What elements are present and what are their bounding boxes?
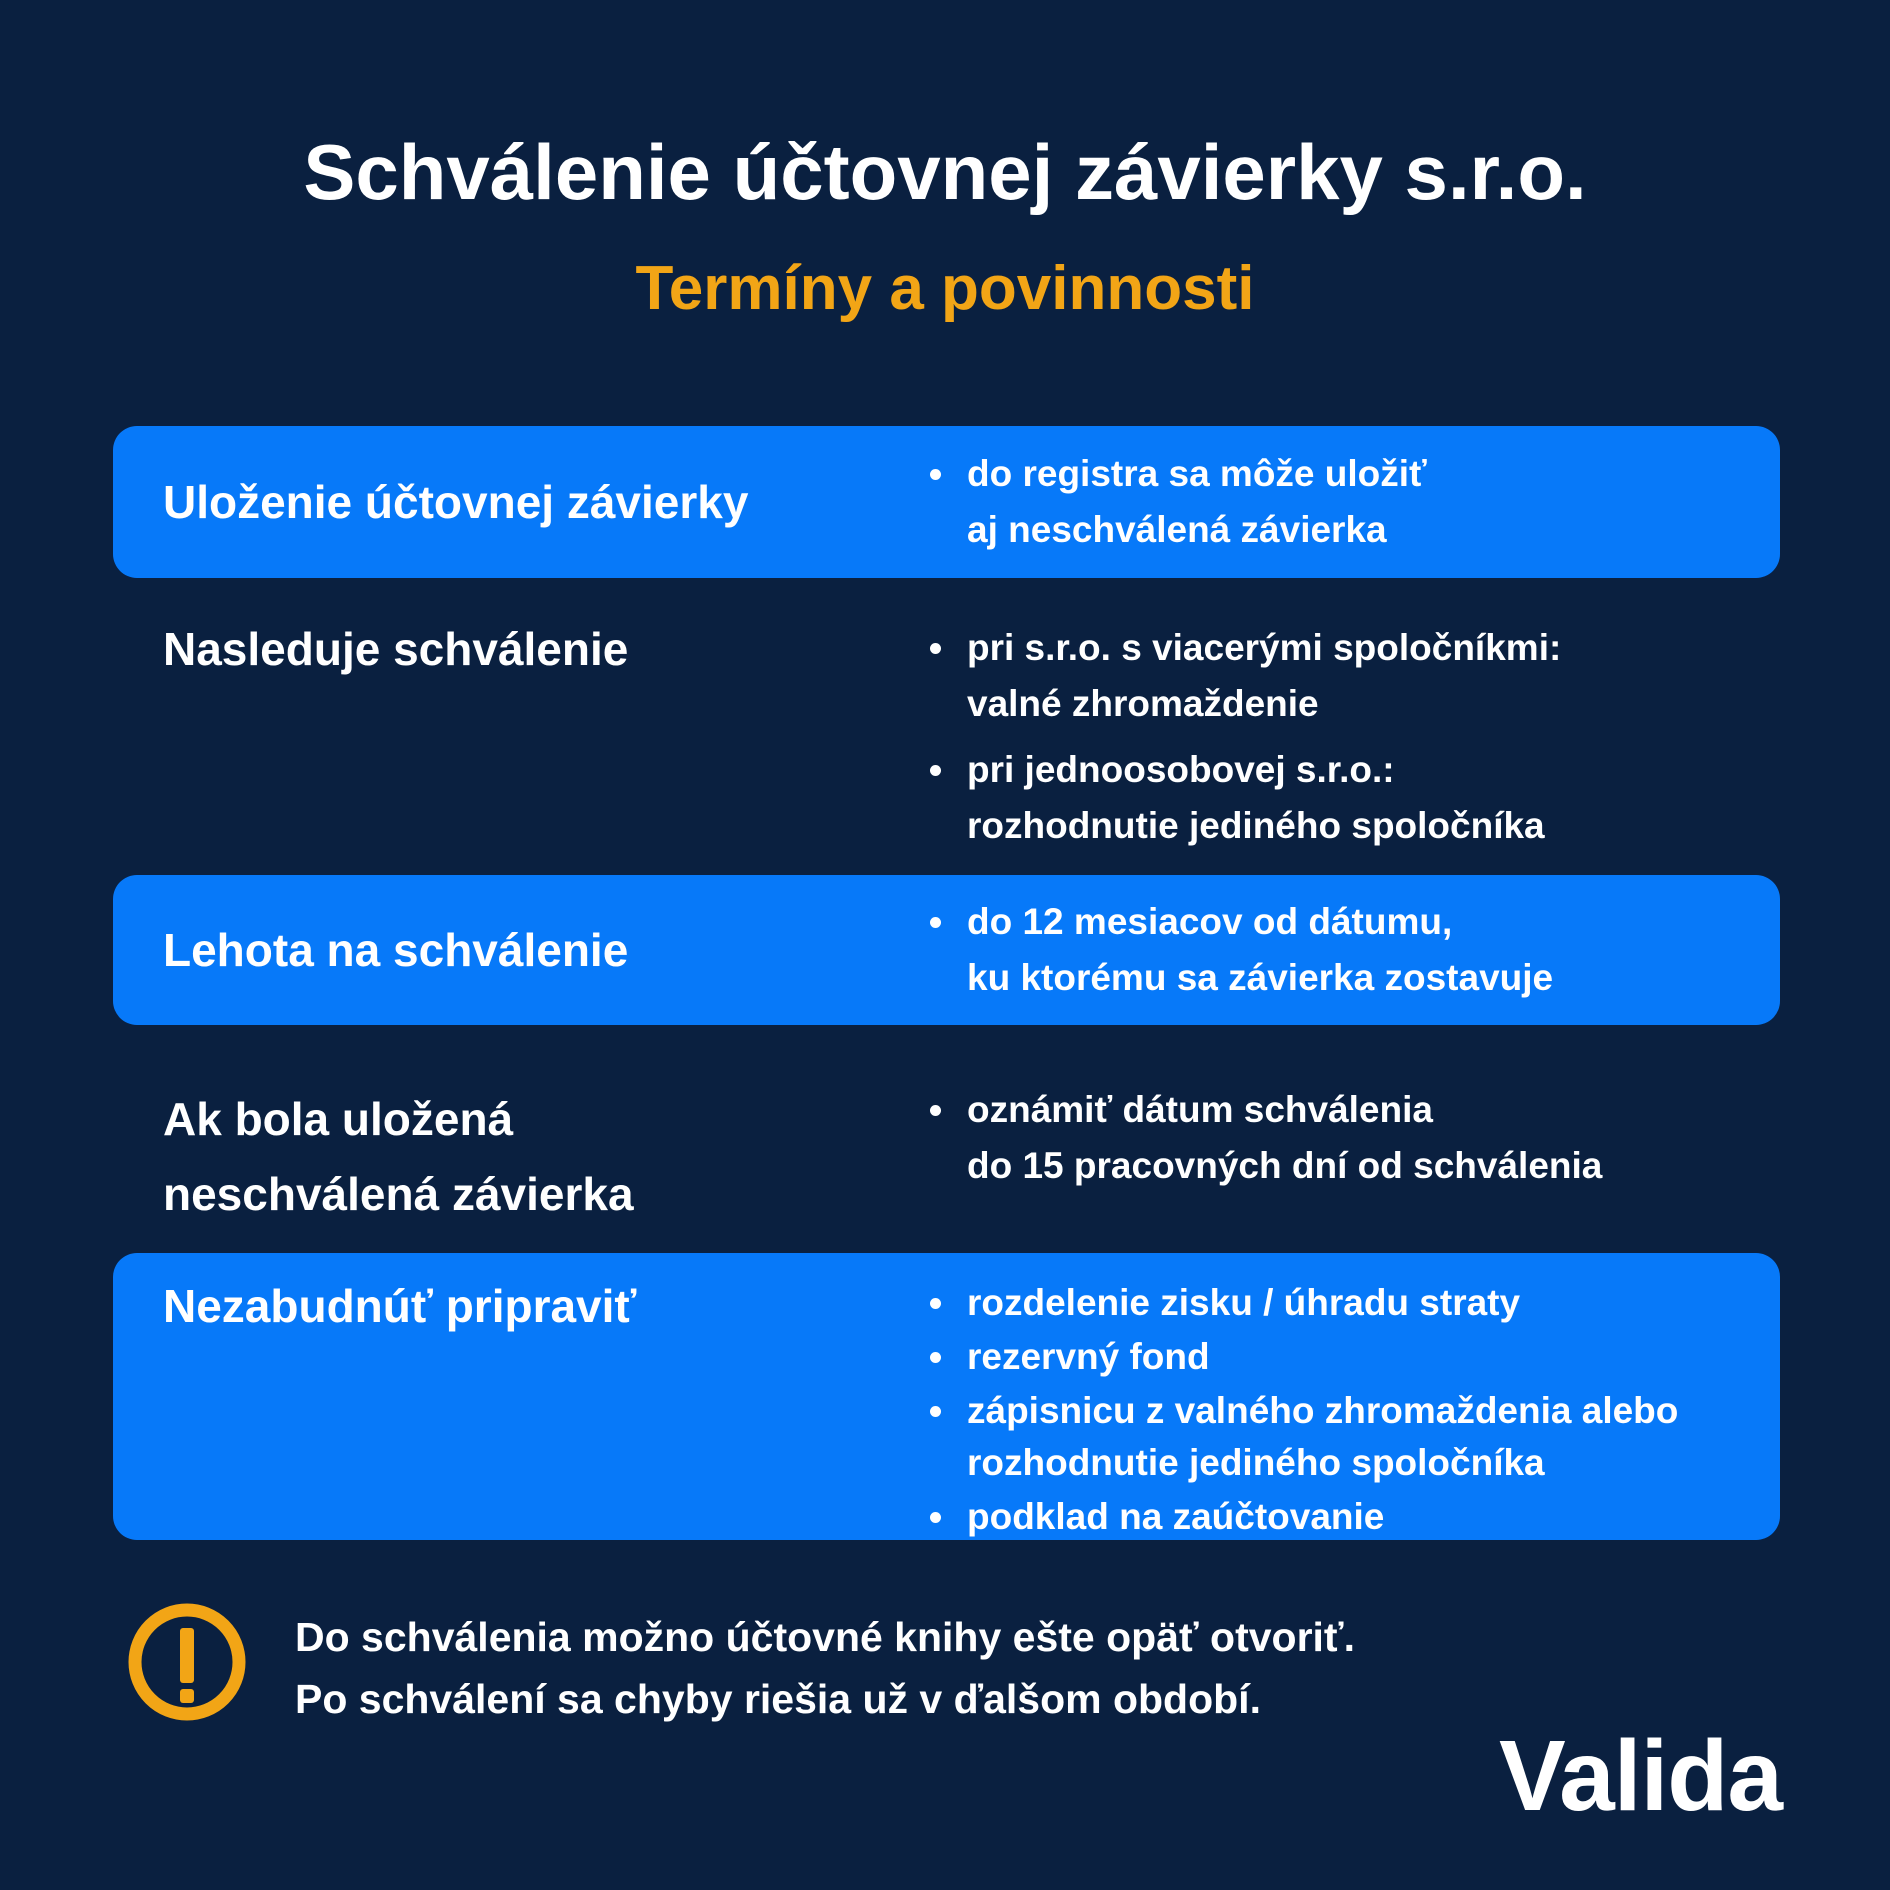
section-title-line: Ak bola uložená — [163, 1093, 514, 1145]
bullet-line: aj neschválená závierka — [967, 509, 1387, 550]
bullet-list — [930, 620, 1577, 854]
bullet-item — [930, 1491, 1678, 1543]
bullet-line: do 12 mesiacov od dátumu, — [967, 901, 1453, 942]
warning-icon — [128, 1603, 246, 1726]
bullet-item — [930, 1331, 1678, 1383]
section-title-line: Nezabudnúť pripraviť — [163, 1280, 637, 1332]
section-title — [163, 1082, 930, 1232]
footer-note-line: Po schválení sa chyby riešia už v ďalšom období. — [295, 1676, 1261, 1722]
section-title-line: Nasleduje schválenie — [163, 623, 629, 675]
bullet-list — [930, 1082, 1618, 1194]
page-subtitle: Termíny a povinnosti — [635, 254, 1255, 323]
bullet-item — [930, 894, 1553, 1006]
bullet-line: rezervný fond — [967, 1336, 1210, 1377]
section-title-line: neschválená závierka — [163, 1168, 634, 1220]
section-title — [163, 1277, 930, 1335]
bullet-item — [930, 620, 1561, 732]
bullet-line: zápisnicu z valného zhromaždenia alebo — [967, 1390, 1679, 1431]
bullet-line: pri jednoosobovej s.r.o.: — [967, 749, 1395, 790]
bullet-line: pri s.r.o. s viacerými spoločníkmi: — [967, 627, 1562, 668]
bullet-text — [967, 894, 1553, 1006]
section-title-line: Lehota na schválenie — [163, 924, 629, 976]
bullet-dot-icon — [930, 643, 941, 654]
bullet-line: rozdelenie zisku / úhradu straty — [967, 1282, 1521, 1323]
bullet-list — [930, 894, 1569, 1006]
section-ulozenie-uctovnej-zavierky — [113, 426, 1780, 578]
page-title: Schválenie účtovnej závierky s.r.o. — [303, 128, 1587, 216]
footer-note — [295, 1606, 1355, 1730]
bullet-line: rozhodnutie jediného spoločníka — [967, 1442, 1545, 1483]
bullet-line: rozhodnutie jediného spoločníka — [967, 805, 1545, 846]
bullet-text — [967, 1331, 1210, 1383]
bullet-list — [930, 1277, 1694, 1543]
bullet-item — [930, 1277, 1678, 1329]
bullet-dot-icon — [930, 469, 941, 480]
section-title — [163, 921, 930, 979]
bullet-dot-icon — [930, 1352, 941, 1363]
section-nasleduje-schvalenie — [113, 620, 1780, 854]
bullet-dot-icon — [930, 917, 941, 928]
bullet-line: ku ktorému sa závierka zostavuje — [967, 957, 1554, 998]
footer-note-line: Do schválenia možno účtovné knihy ešte opäť otvoriť. — [295, 1614, 1355, 1660]
section-title — [163, 620, 930, 678]
bullet-text — [967, 1491, 1384, 1543]
bullet-item — [930, 1385, 1678, 1489]
bullet-item — [930, 742, 1561, 854]
section-ak-bola-ulozena-neschvalena-zavierka — [113, 1082, 1780, 1232]
bullet-line: do registra sa môže uložiť — [967, 453, 1427, 494]
valida-logo: Valida — [1498, 1720, 1782, 1832]
bullet-dot-icon — [930, 765, 941, 776]
bullet-dot-icon — [930, 1406, 941, 1417]
bullet-dot-icon — [930, 1512, 941, 1523]
bullet-text — [967, 620, 1561, 732]
bullet-item — [930, 446, 1427, 558]
section-nezabudnut-pripravit — [113, 1253, 1780, 1540]
section-title — [163, 473, 930, 531]
exclamation-circle-icon — [128, 1603, 246, 1721]
bullet-text — [967, 1082, 1602, 1194]
bullet-dot-icon — [930, 1298, 941, 1309]
bullet-text — [967, 742, 1545, 854]
bullet-line: podklad na zaúčtovanie — [967, 1496, 1385, 1537]
bullet-text — [967, 1277, 1520, 1329]
bullet-text — [967, 446, 1427, 558]
bullet-dot-icon — [930, 1105, 941, 1116]
bullet-line: valné zhromaždenie — [967, 683, 1319, 724]
section-title-line: Uloženie účtovnej závierky — [163, 476, 749, 528]
bullet-list — [930, 446, 1443, 558]
bullet-text — [967, 1385, 1678, 1489]
bullet-item — [930, 1082, 1602, 1194]
bullet-line: oznámiť dátum schválenia — [967, 1089, 1433, 1130]
section-lehota-na-schvalenie — [113, 875, 1780, 1025]
bullet-line: do 15 pracovných dní od schválenia — [967, 1145, 1603, 1186]
